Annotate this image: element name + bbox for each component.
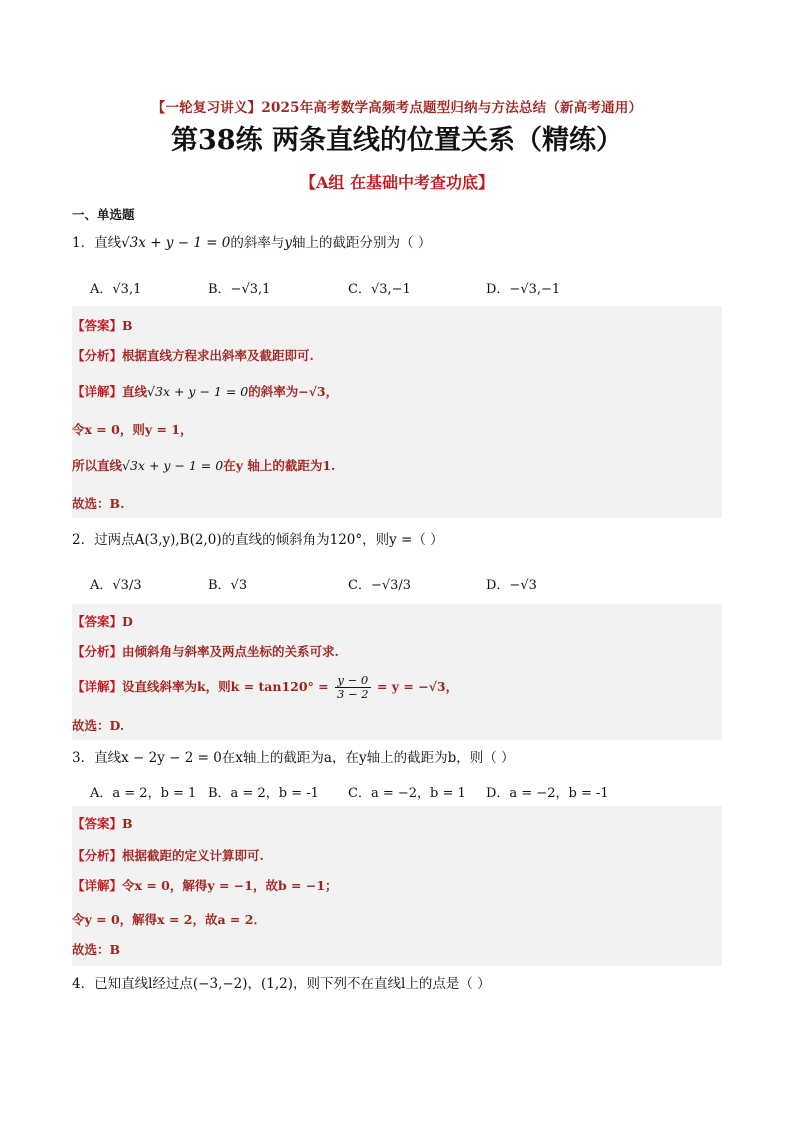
option-d[interactable]: D．a = −2，b = -1 (486, 786, 609, 801)
option-d[interactable]: D．−√3 (486, 578, 537, 593)
analysis-line: 【分析】由倾斜角与斜率及两点坐标的关系可求. (72, 644, 339, 659)
answer-line: 【答案】B (72, 816, 133, 831)
conclusion-line: 故选：D. (72, 718, 125, 733)
series-label: 【一轮复习讲义】2025年高考数学高频考点题型归纳与方法总结（新高考通用） (151, 100, 643, 116)
step-line: 令x = 0，则y = 1， (72, 422, 193, 437)
question-3-stem: 3．直线x − 2y − 2 = 0在x轴上的截距为a，在y轴上的截距为b，则（ ） (72, 750, 515, 766)
option-b[interactable]: B．−√3,1 (208, 282, 271, 297)
step-line: 令y = 0，解得x = 2，故a = 2． (72, 912, 266, 927)
question-2-solution (72, 604, 722, 740)
question-2-stem: 2．过两点A(3,y),B(2,0)的直线的倾斜角为120°，则y =（ ） (72, 532, 444, 548)
analysis-line: 【分析】根据截距的定义计算即可. (72, 848, 264, 863)
question-1-options (90, 278, 730, 302)
option-a[interactable]: A．√3,1 (90, 282, 142, 297)
answer-line: 【答案】B (72, 318, 133, 333)
answer-line: 【答案】D (72, 614, 133, 629)
option-c[interactable]: C．√3,−1 (348, 282, 411, 297)
option-b[interactable]: B．a = 2，b = -1 (208, 786, 319, 801)
conclusion-line: 故选：B (72, 942, 121, 957)
step-line: 所以直线√3x + y − 1 = 0在y 轴上的截距为1. (72, 458, 336, 473)
detail-line: 【详解】令x = 0，解得y = −1，故b = −1； (72, 878, 338, 893)
question-2-options (90, 574, 730, 598)
detail-line: 【详解】直线√3x + y − 1 = 0的斜率为−√3， (72, 384, 339, 399)
question-1-stem: 1．直线√3x + y − 1 = 0的斜率与y轴上的截距分别为（ ） (72, 235, 432, 251)
question-3-options (90, 782, 730, 806)
page-title: 第38练 两条直线的位置关系（精练） (171, 125, 623, 156)
option-c[interactable]: C．a = −2，b = 1 (348, 786, 466, 801)
question-1-solution (72, 306, 722, 518)
detail-line: 【详解】设直线斜率为k，则k = tan120° = $\frac{y - 0}{3 - 2}$ = y = −√3， (72, 673, 459, 701)
question-3-solution (72, 806, 722, 966)
question-4-stem: 4．已知直线l经过点(−3,−2)，(1,2)，则下列不在直线l上的点是（ ） (72, 976, 491, 992)
fraction: $\frac{y - 0}{3 - 2}$ (337, 673, 369, 701)
section-heading: 一、单选题 (72, 207, 135, 222)
option-b[interactable]: B．√3 (208, 578, 248, 593)
conclusion-line: 故选：B. (72, 496, 125, 511)
option-d[interactable]: D．−√3,−1 (486, 282, 561, 297)
analysis-line: 【分析】根据直线方程求出斜率及截距即可. (72, 348, 314, 363)
option-a[interactable]: A．a = 2，b = 1 (90, 786, 197, 801)
option-c[interactable]: C．−√3/3 (348, 578, 412, 593)
option-a[interactable]: A．√3/3 (90, 578, 142, 593)
group-title: 【A组 在基础中考查功底】 (300, 173, 494, 192)
